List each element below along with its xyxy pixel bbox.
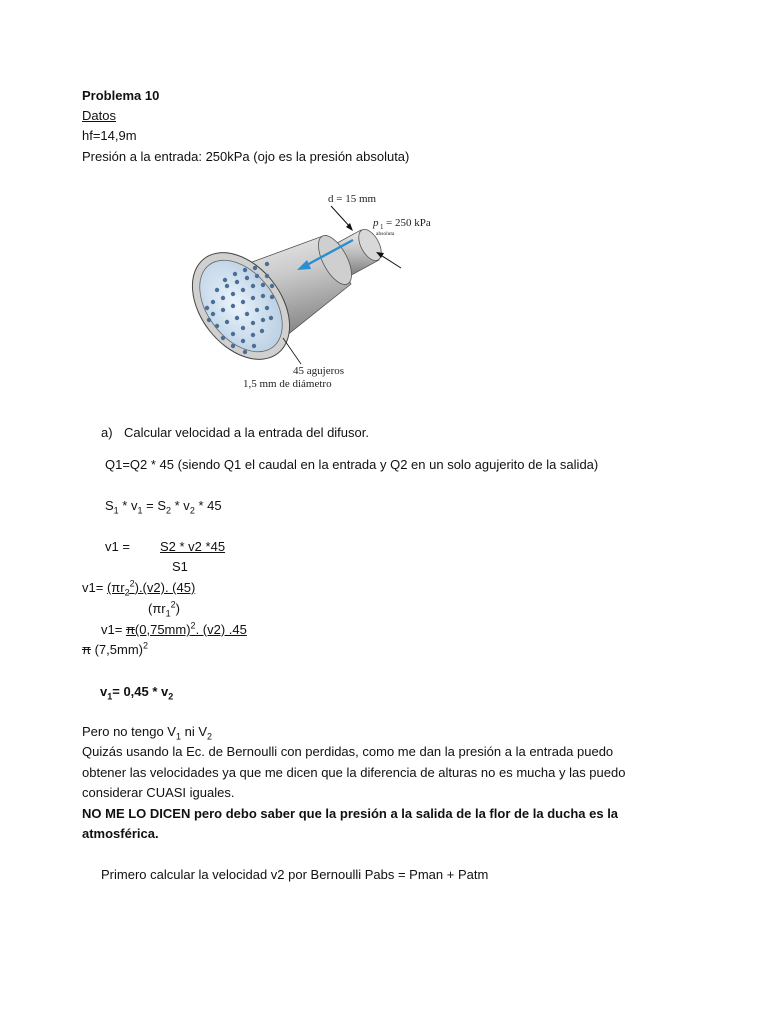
shower-head-diagram <box>183 188 431 394</box>
diameter-label: d = 15 mm <box>328 193 377 205</box>
part-a-marker: a) <box>101 425 113 440</box>
holes-diameter-label: 1,5 mm de diámetro <box>243 378 332 390</box>
inlet-pressure-text: Presión a la entrada: 250kPa (ojo es la presión absoluta) <box>82 149 410 164</box>
v1-fraction-numerator: S2 * v2 *45 <box>160 539 226 554</box>
para-line-4: considerar CUASI iguales. <box>82 785 235 800</box>
holes-count-label: 45 agujeros <box>293 365 345 377</box>
hf-value: hf=14,9m <box>82 128 137 143</box>
datos-heading: Datos <box>82 108 116 123</box>
pressure-subscript: 1 <box>380 223 384 231</box>
para-line-1: Pero no tengo $V_1$ ni $V_2$ <box>82 724 213 742</box>
v1-numeric-equation: $v1= \pi(0,75mm)^2$. (v2) .45 <box>101 620 247 637</box>
pressure-value: = 250 kPa <box>386 217 431 229</box>
continuity-equation: $S_1 * v_1 = S_2 * v_2 * 45$ <box>105 498 222 516</box>
v1-numeric-denominator: π $(7,5mm)^2$ <box>82 640 148 657</box>
para-line-2: Quizás usando la Ec. de Bernoulli con perdidas, como me dan la presión a la entrada puedo <box>82 744 614 759</box>
bold-note-line-2: atmosférica. <box>82 826 159 841</box>
bold-note-line-1: NO ME LO DICEN pero debo saber que la presión a la salida de la flor de la ducha es la <box>82 806 619 821</box>
pressure-note: absoluta <box>376 231 395 237</box>
dimension-arrow-bottom <box>379 254 401 268</box>
dimension-arrow-top <box>331 206 351 228</box>
v1-result: $v_1= 0,45 * v_2$ <box>100 684 174 702</box>
problem-heading: Problema 10 <box>82 88 160 103</box>
flow-equation: Q1=Q2 * 45 (siendo Q1 el caudal en la entrada y Q2 en un solo agujerito de la salida) <box>105 457 599 472</box>
bernoulli-step-text: Primero calcular la velocidad v2 por Bernoulli Pabs = Pman + Patm <box>101 867 489 882</box>
v1-pi-equation: $v1= (\pi r_2^2).(v2)$. (45) <box>82 578 196 598</box>
pressure-symbol: p <box>373 217 379 229</box>
v1-pi-denominator: $(\pi r_1^2)$ <box>148 599 181 619</box>
part-a-text: Calcular velocidad a la entrada del difusor. <box>124 425 369 440</box>
holes-leader-line <box>283 338 301 364</box>
v1-fraction-denominator: S1 <box>172 559 188 574</box>
para-line-3: obtener las velocidades ya que me dicen que la diferencia de alturas no es mucha y las puedo <box>82 765 626 780</box>
v1-fraction-lhs: v1 = <box>105 539 130 554</box>
shower-head-figure <box>183 188 431 394</box>
